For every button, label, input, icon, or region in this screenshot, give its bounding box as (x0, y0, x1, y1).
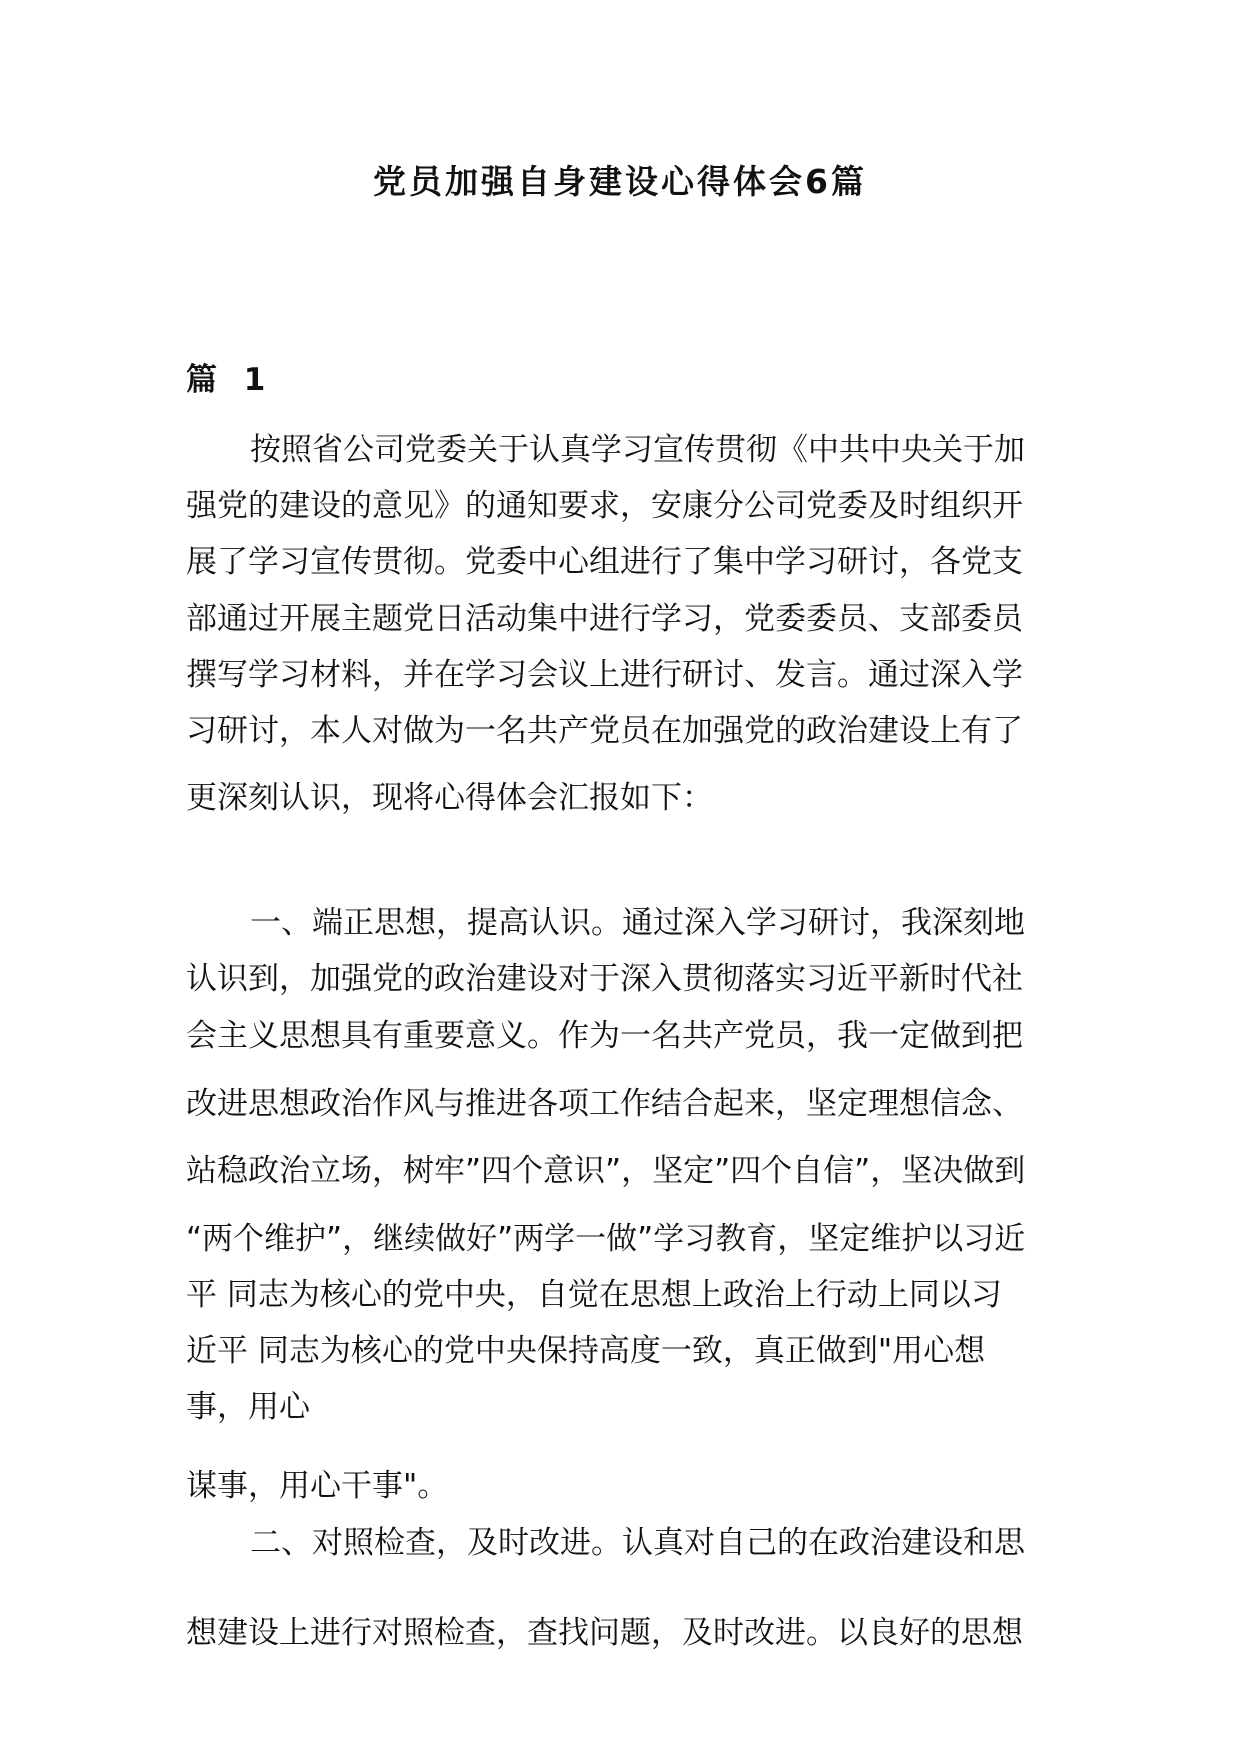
paragraph-line: “两个维护”，继续做好”两学一做”学习教育，坚定维护以习近 (186, 1221, 1026, 1257)
document-title: 党员加强自身建设心得体会6篇 (373, 162, 867, 201)
paragraph-line: 平 同志为核心的党中央，自觉在思想上政治上行动上同以习 (186, 1277, 1002, 1313)
paragraph-line: 按照省公司党委关于认真学习宣传贯彻《中共中央关于加 (250, 432, 1025, 468)
paragraph-line: 习研讨，本人对做为一名共产党员在加强党的政治建设上有了 (186, 713, 1023, 749)
paragraph-line: 部通过开展主题党日活动集中进行学习，党委委员、支部委员 (186, 601, 1023, 637)
paragraph-line: 展了学习宣传贯彻。党委中心组进行了集中学习研讨，各党支 (186, 544, 1023, 580)
paragraph-line: 改进思想政治作风与推进各项工作结合起来，坚定理想信念、 (186, 1086, 1023, 1122)
paragraph-line: 认识到，加强党的政治建设对于深入贯彻落实习近平新时代社 (186, 961, 1023, 997)
paragraph-line: 撰写学习材料，并在学习会议上进行研讨、发言。通过深入学 (186, 657, 1023, 693)
paragraph-line: 一、端正思想，提高认识。通过深入学习研讨，我深刻地 (250, 905, 1025, 941)
paragraph-line: 强党的建设的意见》的通知要求，安康分公司党委及时组织开 (186, 488, 1023, 524)
section-heading: 篇 1 (186, 362, 274, 398)
paragraph-line: 会主义思想具有重要意义。作为一名共产党员，我一定做到把 (186, 1018, 1023, 1054)
paragraph-line: 二、对照检查，及时改进。认真对自己的在政治建设和思 (250, 1525, 1025, 1561)
paragraph-line: 站稳政治立场，树牢”四个意识”，坚定”四个自信”，坚决做到 (186, 1153, 1026, 1189)
paragraph-line: 近平 同志为核心的党中央保持高度一致，真正做到"用心想 (186, 1333, 986, 1369)
paragraph-line: 更深刻认识，现将心得体会汇报如下： (186, 780, 713, 816)
paragraph-line: 谋事，用心干事"。 (186, 1468, 449, 1504)
paragraph-line: 事，用心 (186, 1389, 310, 1425)
paragraph-line: 想建设上进行对照检查，查找问题，及时改进。以良好的思想 (186, 1615, 1023, 1651)
